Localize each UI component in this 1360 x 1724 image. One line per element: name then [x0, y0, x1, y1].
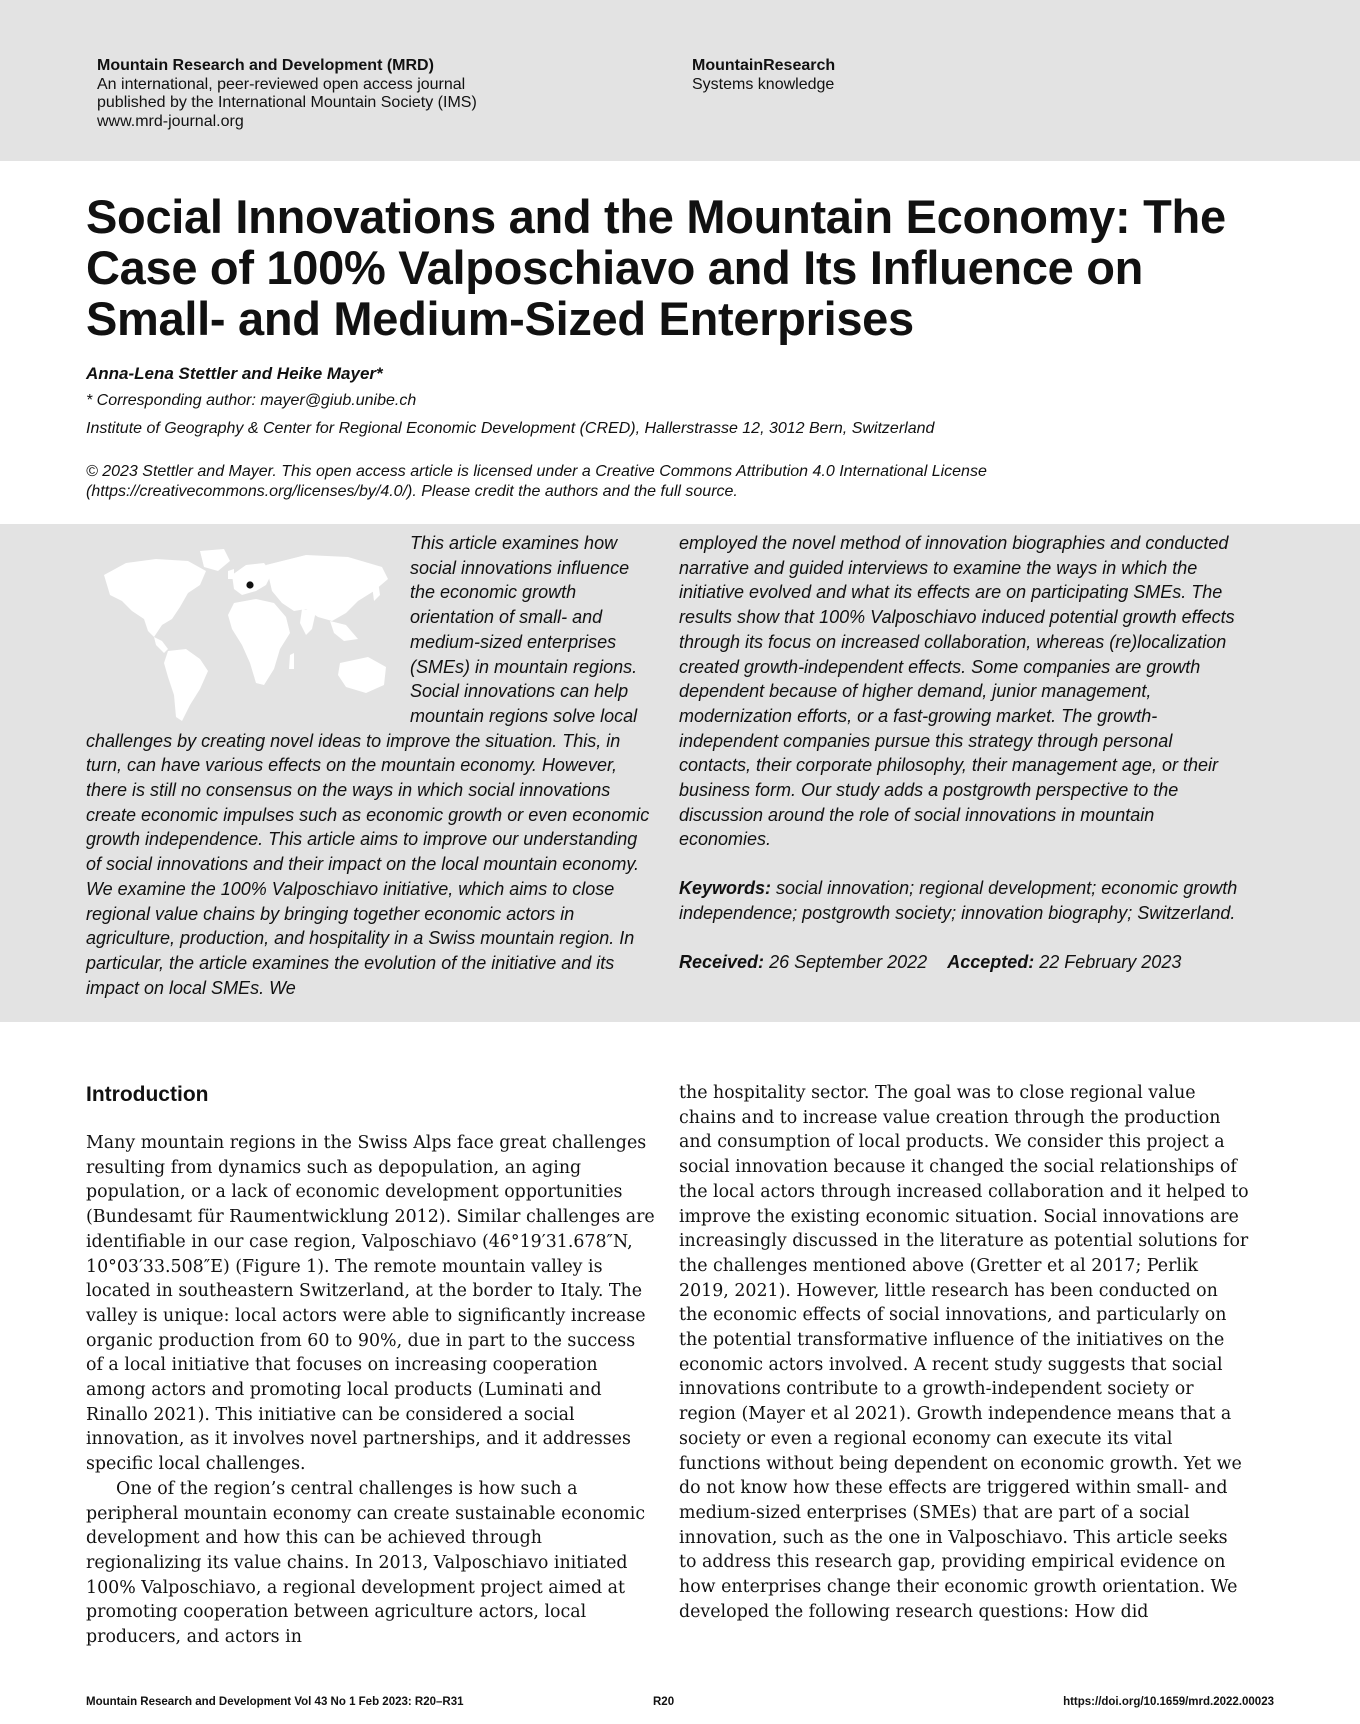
- section-name: MountainResearch: [692, 57, 836, 74]
- section-subtitle: Systems knowledge: [692, 75, 835, 93]
- abstract-text-part1: This article examines how social innovations influence the economic growth orientation of small- and medium-sized enterprises (SMEs) in mountain regions. Social innovations can help mountain regions solve local challenges by creating novel ideas to improve the situation. This, in turn, can have various effects on the mountain economy. However, there is still no consensus on the ways in which social innovations create economic impulses such as economic growth or even economic growth independence. This article aims to improve our understanding of social innovations and their impact on the local mountain economy. We examine the 100% Valposchiavo initiative, which aims to close regional value chains by bringing together economic actors in agriculture, production, and hospitality in a Swiss mountain region. In particular, the article examines the evolution of the initiative and its impact on local SMEs. We: [86, 533, 650, 998]
- journal-publisher: published by the International Mountain Society (IMS): [97, 94, 477, 111]
- abstract-text-part2: employed the novel method of innovation biographies and conducted narrative and guided interviews to examine the ways in which the initiative evolved and what its effects are on participating SMEs. The results show that 100% Valposchiavo induced potential growth effects through its focus on increased collaboration, whereas (re)localization created growth-independent effects. Some companies are growth dependent because of higher demand, junior management, modernization efforts, or a fast-growing market. The growth-independent companies pursue this strategy through personal contacts, their corporate philosophy, their management age, or their business form. Our study adds a postgrowth perspective to the discussion around the role of social innovations in mountain economies.: [679, 533, 1235, 850]
- journal-description: An international, peer-reviewed open access journal: [97, 75, 466, 93]
- article-dates: [679, 950, 1249, 975]
- section-heading-introduction: Introduction: [86, 1083, 209, 1106]
- journal-url[interactable]: www.mrd-journal.org: [97, 112, 244, 130]
- license-notice: © 2023 Stettler and Mayer. This open access article is licensed under a Creative Commons Attribution 4.0 International License (https://creativecommons.org/licenses/by/4.0/). Please credit the authors and the full source.: [86, 463, 987, 500]
- world-map-icon: [104, 549, 388, 721]
- footer-doi[interactable]: https://doi.org/10.1659/mrd.2022.00023: [1063, 1696, 1274, 1708]
- abstract-left-column: [86, 531, 656, 1000]
- received-label: Received:: [679, 951, 765, 972]
- world-map-locator: [96, 545, 396, 727]
- keywords: [679, 876, 1249, 925]
- intro-paragraph-2: One of the region’s central challenges is how such a peripheral mountain economy can create sustainable economic development and how this can be achieved through regionalizing its value chains. In 2013, Valposchiavo initiated 100% Valposchiavo, a regional development project aimed at promoting cooperation between agriculture actors, local producers, and actors in: [86, 1478, 646, 1648]
- keywords-list: social innovation; regional development; economic growth independence; postgrowth society; innovation biography; Switzerland.: [679, 878, 1238, 923]
- body-right-column: [679, 1081, 1249, 1624]
- footer-citation: Mountain Research and Development Vol 43 No 1 Feb 2023: R20–R31: [86, 1696, 464, 1708]
- author-affiliation: Institute of Geography & Center for Regional Economic Development (CRED), Hallerstrasse 12, 3012 Bern, Switzerland: [86, 420, 935, 437]
- journal-name: Mountain Research and Development (MRD): [97, 57, 434, 74]
- abstract-right-column: [679, 531, 1249, 974]
- accepted-date: 22 February 2023: [1039, 951, 1182, 972]
- intro-paragraph-1: Many mountain regions in the Swiss Alps face great challenges resulting from dynamics such as depopulation, an aging population, or a lack of economic development opportunities (Bundesamt für Raumentwicklung 2012). Similar challenges are identifiable in our case region, Valposchiavo (46°19′31.678″N, 10°03′33.508″E) (Figure 1). The remote mountain valley is located in southeastern Switzerland, at the border to Italy. The valley is unique: local actors were able to significantly increase organic production from 60 to 90%, due in part to the success of a local initiative that focuses on increasing cooperation among actors and promoting local products (Luminati and Rinallo 2021). This initiative can be considered a social innovation, as it involves novel partnerships, and it addresses specific local challenges.: [86, 1133, 655, 1475]
- article-authors: Anna-Lena Stettler and Heike Mayer*: [86, 364, 383, 383]
- journal-info: [97, 57, 657, 131]
- accepted-label: Accepted:: [947, 951, 1035, 972]
- intro-paragraph-3: the hospitality sector. The goal was to close regional value chains and to increase value creation through the production and consumption of local products. We consider this project a social innovation because it changed the social relationships of the local actors through increased collaboration and it helped to improve the existing economic situation. Social innovations are increasingly discussed in the literature as potential solutions for the challenges mentioned above (Gretter et al 2017; Perlik 2019, 2021). However, little research has been conducted on the economic effects of social innovations, and particularly on the potential transformative influence of the initiatives on the economic actors involved. A recent study suggests that social innovations contribute to a growth-independent society or region (Mayer et al 2021). Growth independence means that a society or even a regional economy can execute its vital functions without being dependent on economic growth. Yet we do not know how these effects are triggered within small- and medium-sized enterprises (SMEs) that are part of a social innovation, such as the one in Valposchiavo. This article seeks to address this research gap, providing empirical evidence on how enterprises change their economic growth orientation. We developed the following research questions: How did: [679, 1083, 1249, 1622]
- location-marker: [246, 581, 253, 588]
- keywords-label: Keywords:: [679, 878, 772, 899]
- article-title: Social Innovations and the Mountain Economy: The Case of 100% Valposchiavo and Its Influence on Small- and Medium-Sized Enterprises: [86, 190, 1226, 345]
- section-info: [692, 57, 1092, 94]
- body-left-column: [86, 1131, 656, 1650]
- received-date: 26 September 2022: [769, 951, 928, 972]
- footer-page-number: R20: [653, 1696, 675, 1708]
- corresponding-author: * Corresponding author: mayer@giub.unibe.ch: [86, 392, 417, 409]
